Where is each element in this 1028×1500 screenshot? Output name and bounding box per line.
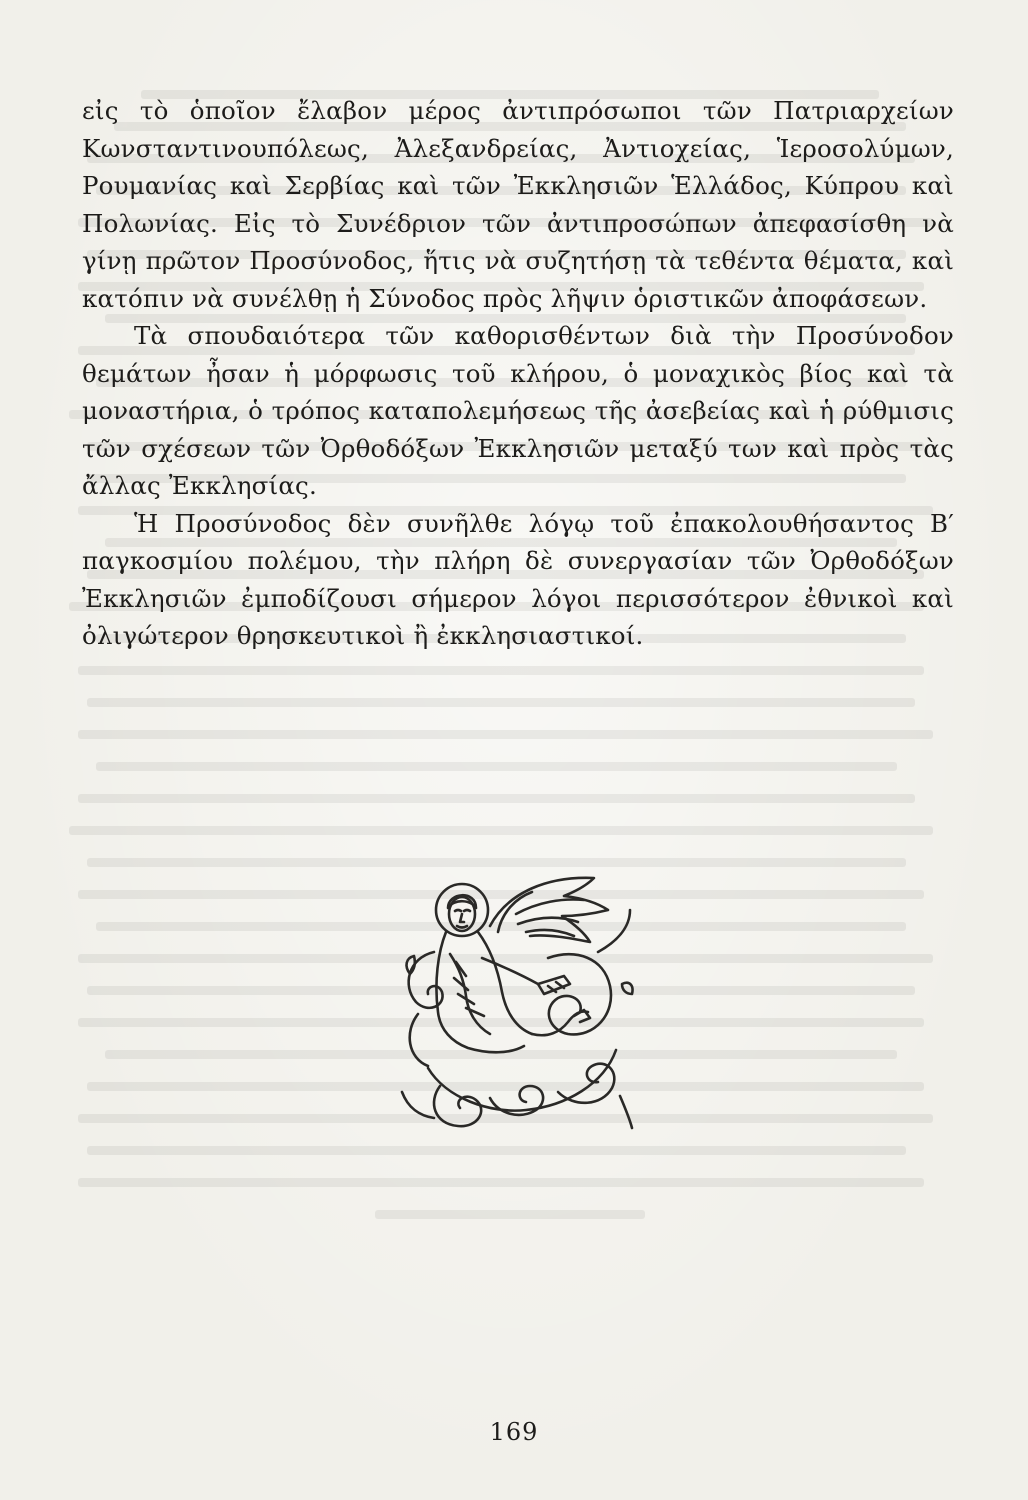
paragraph-topics: Τὰ σπουδαιότερα τῶν καθορισθέντων διὰ τὴν Προσύνοδον θεμάτων ἦσαν ἡ μόρφωσις τοῦ κλήρου, ὁ μοναχικὸς βίος καὶ τὰ μοναστήρια, ὁ τρόπος καταπολεμήσεως τῆς ἀσεβείας καὶ ἡ ρύθμισις τῶν σχέσεων τῶν Ὀρθοδόξων Ἐκκλησιῶν μεταξύ των καὶ πρὸς τὰς ἄλλας Ἐκκλησίας.	[82, 321, 954, 500]
angel-vignette-icon	[398, 862, 634, 1134]
paragraph-presynod: Ἡ Προσύνοδος δὲν συνῆλθε λόγῳ τοῦ ἐπακολουθήσαντος Β′ παγκοσμίου πολέμου, τὴν πλήρη δὲ συνεργασίαν τῶν Ὀρθοδόξων Ἐκκλησιῶν ἐμποδίζουσι σήμερον λόγοι περισσότερον ἐθνικοὶ καὶ ὀλιγώτερον θρησκευτικοὶ ἢ ἐκκλησιαστικοί.	[82, 508, 954, 650]
page-number: 169	[489, 1418, 539, 1446]
body-text	[82, 92, 954, 655]
paragraph-continued: εἰς τὸ ὁποῖον ἔλαβον μέρος ἀντιπρόσωποι τῶν Πατριαρχείων Κωνσταντινουπόλεως, Ἀλεξανδρείας, Ἀντιοχείας, Ἱεροσολύμων, Ρουμανίας καὶ Σερβίας καὶ τῶν Ἐκκλησιῶν Ἑλλάδος, Κύπρου καὶ Πολωνίας. Εἰς τὸ Συνέδριον τῶν ἀντιπροσώπων ἀπεφασίσθη νὰ γίνῃ πρῶτον Προσύνοδος, ἥτις νὰ συζητήσῃ τὰ τεθέντα θέματα, καὶ κατόπιν νὰ συνέλθῃ ἡ Σύνοδος πρὸς λῆψιν ὁριστικῶν ἀποφάσεων.	[82, 96, 954, 313]
